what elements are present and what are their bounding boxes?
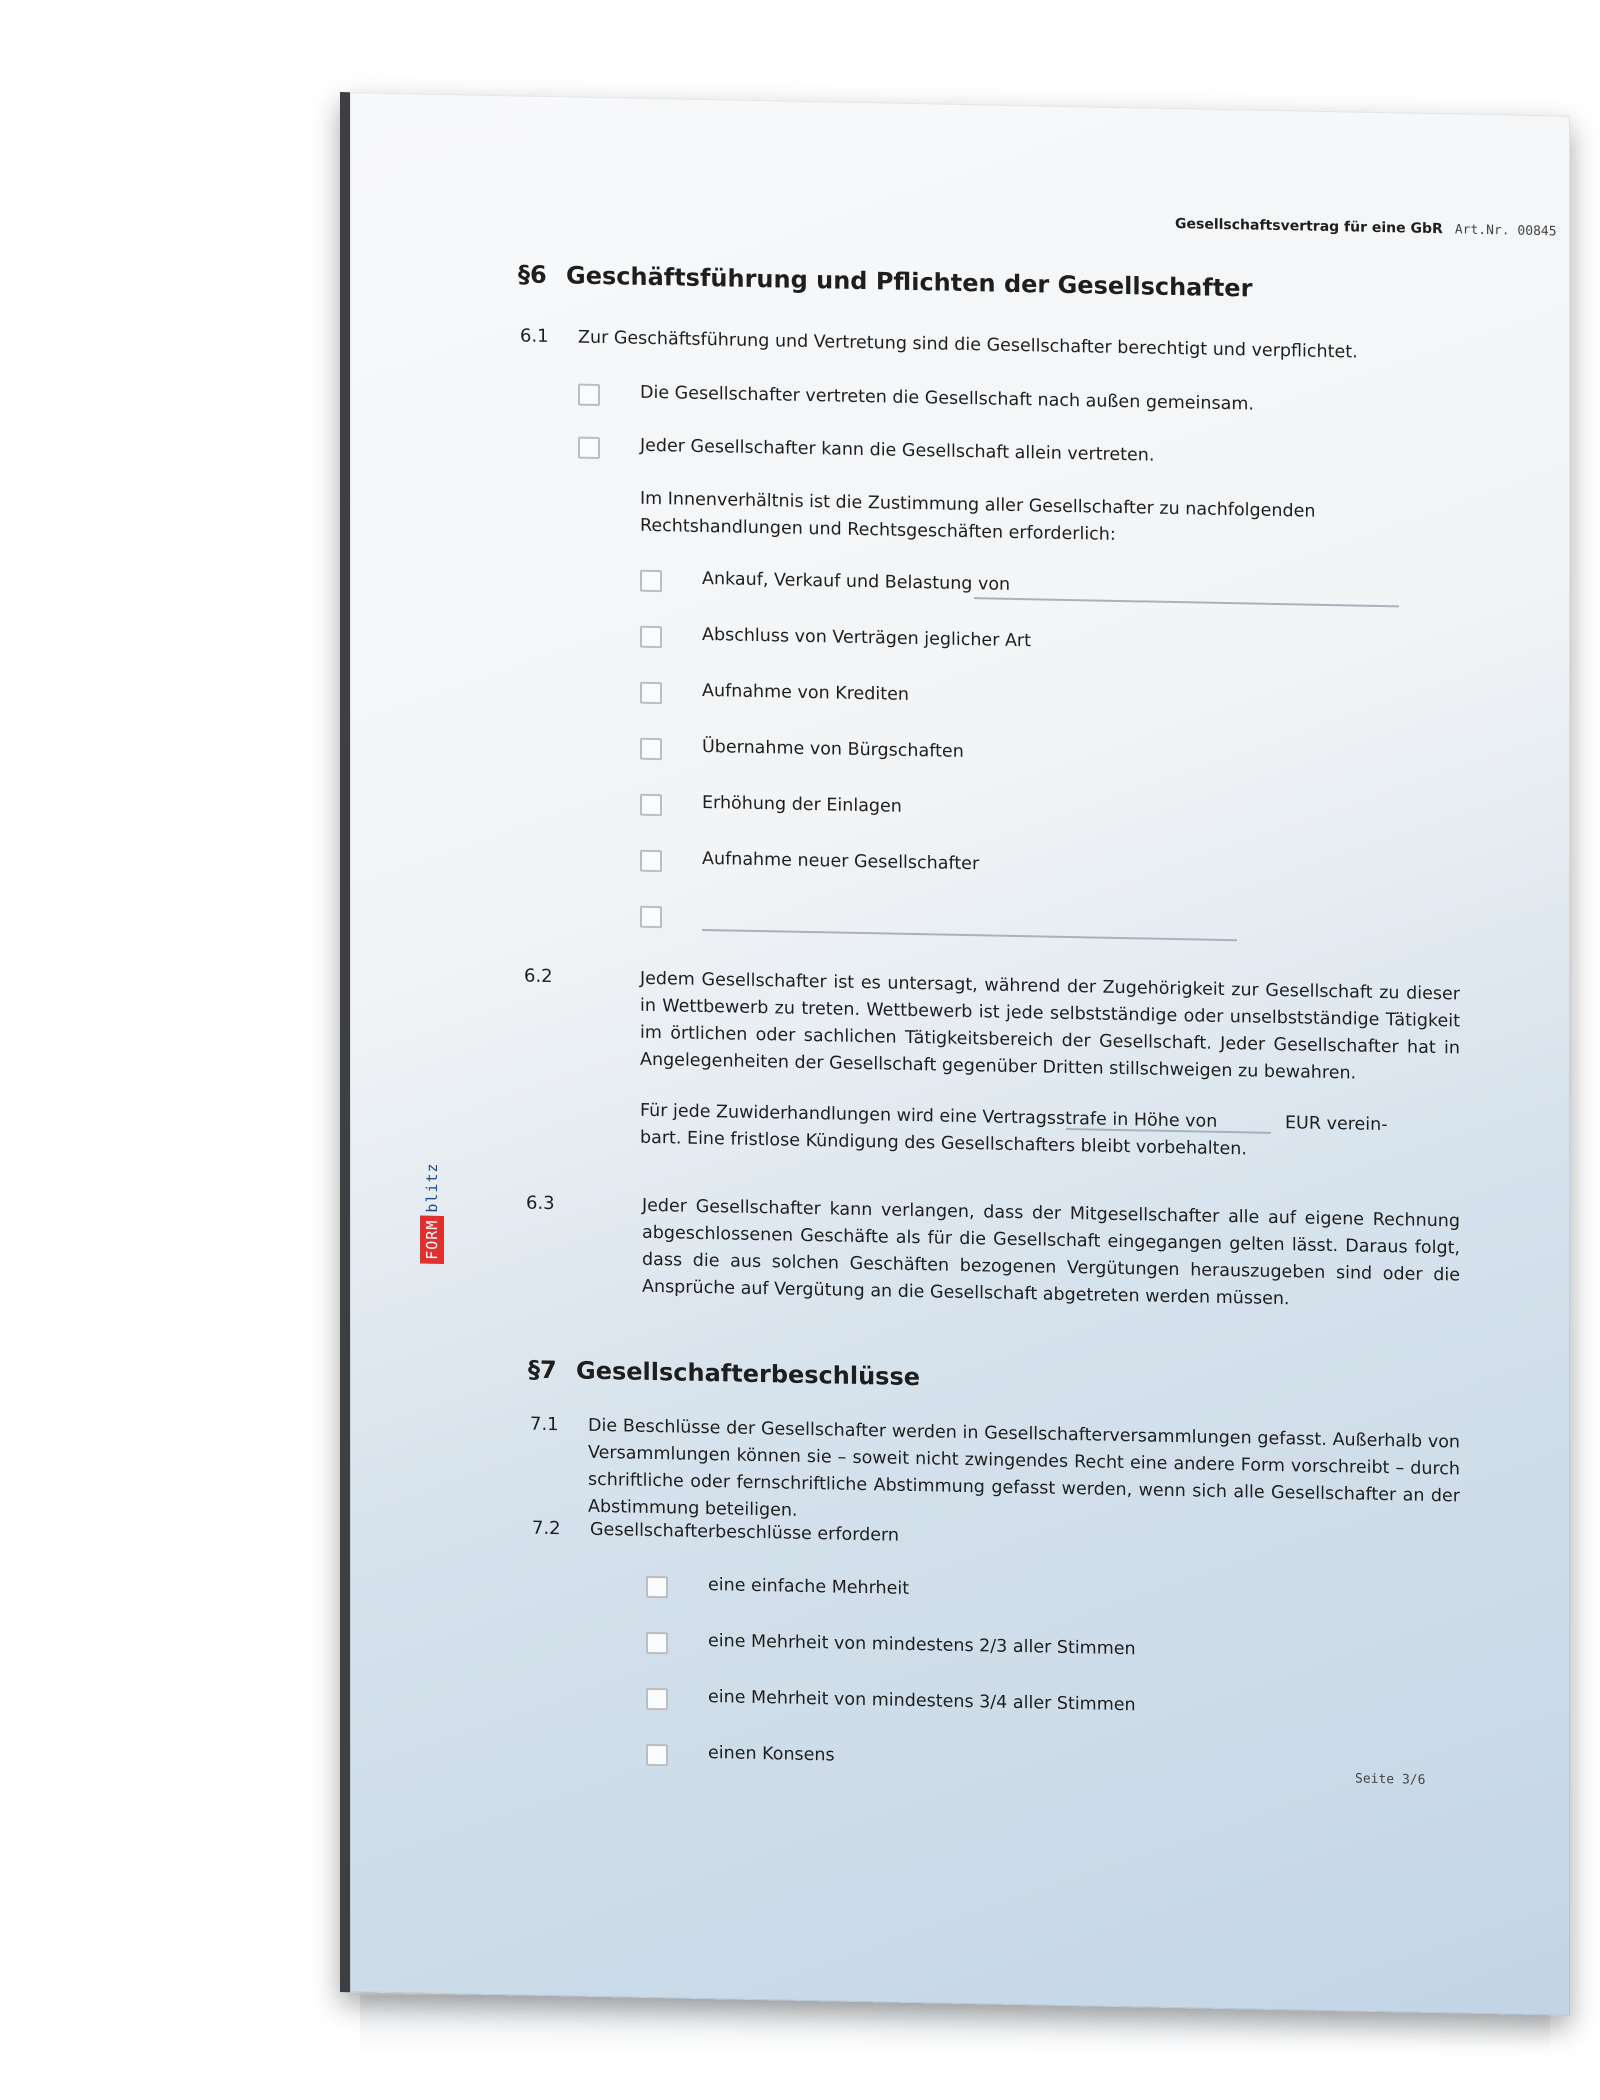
option-mehrheit-3-4: eine Mehrheit von mindestens 3/4 aller Stimmen	[708, 1687, 1136, 1716]
section-6-title: Geschäftsführung und Pflichten der Gesellschafter	[566, 261, 1253, 303]
option-vertretung-gemeinsam: Die Gesellschafter vertreten die Gesellschaft nach außen gemeinsam.	[640, 382, 1254, 415]
checkbox-einfache-mehrheit[interactable]	[646, 1576, 668, 1598]
document-page	[340, 92, 1570, 2016]
clause-7-1-number: 7.1	[530, 1413, 559, 1436]
vertragsstrafe-text-c: bart. Eine fristlose Kündigung des Gesellschafters bleibt vorbehalten.	[640, 1127, 1247, 1160]
checkbox-vertretung-gemeinsam[interactable]	[578, 384, 600, 406]
option-vertretung-allein: Jeder Gesellschafter kann die Gesellschaft allein vertreten.	[640, 435, 1155, 466]
checkbox-mehrheit-3-4[interactable]	[646, 1688, 668, 1710]
vertragsstrafe-text-b: EUR verein-	[1285, 1113, 1388, 1136]
clause-6-2-number: 6.2	[524, 965, 553, 988]
option-neue-gesellschafter: Aufnahme neuer Gesellschafter	[702, 848, 980, 875]
section-6-heading	[518, 260, 1252, 302]
clause-7-1-text: Die Beschlüsse der Gesellschafter werden in Gesellschafterversammlungen gefasst. Außerhalb von Versammlungen können sie – soweit nicht zwingendes Recht eine andere Form vorschreibt – durch schriftliche oder fernschriftliche Abstimmung gefasst werden, wenn sich alle Gesellschafter an der Abstimmung beteiligen.	[588, 1415, 1460, 1522]
clause-7-2-text: Gesellschafterbeschlüsse erfordern	[590, 1519, 899, 1546]
option-einlagen: Erhöhung der Einlagen	[702, 792, 902, 817]
section-6-number: §6	[518, 260, 547, 289]
clause-6-1-text: Zur Geschäftsführung und Vertretung sind die Gesellschafter berechtigt und verpflichtet.	[578, 327, 1358, 363]
ankauf-fill-in-line[interactable]	[974, 597, 1399, 607]
checkbox-kredite[interactable]	[640, 682, 662, 704]
clause-7-2-number: 7.2	[532, 1517, 561, 1540]
innenverhaeltnis-text: Im Innenverhältnis ist die Zustimmung aller Gesellschafter zu nachfolgenden Rechtshandlungen und Rechtsgeschäften erforderlich:	[640, 488, 1316, 546]
checkbox-konsens[interactable]	[646, 1744, 668, 1766]
page-number: Seite 3/6	[1355, 1771, 1426, 1788]
option-kredite: Aufnahme von Krediten	[702, 680, 909, 705]
option-buergschaften: Übernahme von Bürgschaften	[702, 736, 964, 762]
option-einfache-mehrheit: eine einfache Mehrheit	[708, 1575, 910, 1599]
checkbox-neue-gesellschafter[interactable]	[640, 850, 662, 872]
option-konsens: einen Konsens	[708, 1743, 835, 1766]
document-title: Gesellschaftsvertrag für eine GbR	[1175, 216, 1443, 238]
clause-6-1-number: 6.1	[520, 325, 549, 348]
checkbox-einlagen[interactable]	[640, 794, 662, 816]
checkbox-sonstiges[interactable]	[640, 906, 662, 928]
checkbox-mehrheit-2-3[interactable]	[646, 1632, 668, 1654]
sonstiges-fill-in-line[interactable]	[702, 929, 1237, 941]
option-ankauf: Ankauf, Verkauf und Belastung von	[702, 568, 1011, 595]
document-header	[1175, 216, 1557, 239]
checkbox-vertretung-allein[interactable]	[578, 437, 600, 459]
checkbox-buergschaften[interactable]	[640, 738, 662, 760]
clause-6-3-number: 6.3	[526, 1192, 555, 1215]
logo-part-form: FORM	[420, 1215, 444, 1264]
checkbox-ankauf[interactable]	[640, 570, 662, 592]
option-vertraege: Abschluss von Verträgen jeglicher Art	[702, 624, 1031, 652]
formblitz-logo	[420, 1114, 444, 1264]
section-7-title: Gesellschafterbeschlüsse	[576, 1356, 921, 1392]
clause-6-2-text: Jedem Gesellschafter ist es untersagt, während der Zugehörigkeit zur Gesellschaft zu dieser in Wettbewerb zu treten. Wettbewerb ist jede selbstständige oder unselbstständige Tätigkeit im örtlichen oder sachlichen Tätigkeitsbereich der Gesellschaft. Jeder Gesellschafter hat in Angelegenheiten der Gesellschaft gegenüber Dritten stillschweigen zu bewahren.	[640, 968, 1460, 1084]
checkbox-vertraege[interactable]	[640, 626, 662, 648]
option-mehrheit-2-3: eine Mehrheit von mindestens 2/3 aller Stimmen	[708, 1631, 1136, 1660]
section-7-heading	[528, 1356, 920, 1392]
article-number: Art.Nr. 00845	[1454, 222, 1557, 240]
vertragsstrafe-text-a: Für jede Zuwiderhandlungen wird eine Vertragsstrafe in Höhe von	[640, 1100, 1218, 1132]
section-7-number: §7	[528, 1355, 557, 1385]
clause-6-3-text: Jeder Gesellschafter kann verlangen, dass der Mitgesellschafter alle auf eigene Rechnung abgeschlossenen Geschäfte als für die Gesellschaft eingegangen gelten lässt. Daraus folgt, dass die aus solchen Geschäften bezogenen Vergütungen herauszugeben sind oder die Ansprüche auf Vergütung an die Gesellschaft abgetreten werden müssen.	[642, 1195, 1460, 1310]
logo-part-blitz: blitz	[423, 1162, 441, 1213]
